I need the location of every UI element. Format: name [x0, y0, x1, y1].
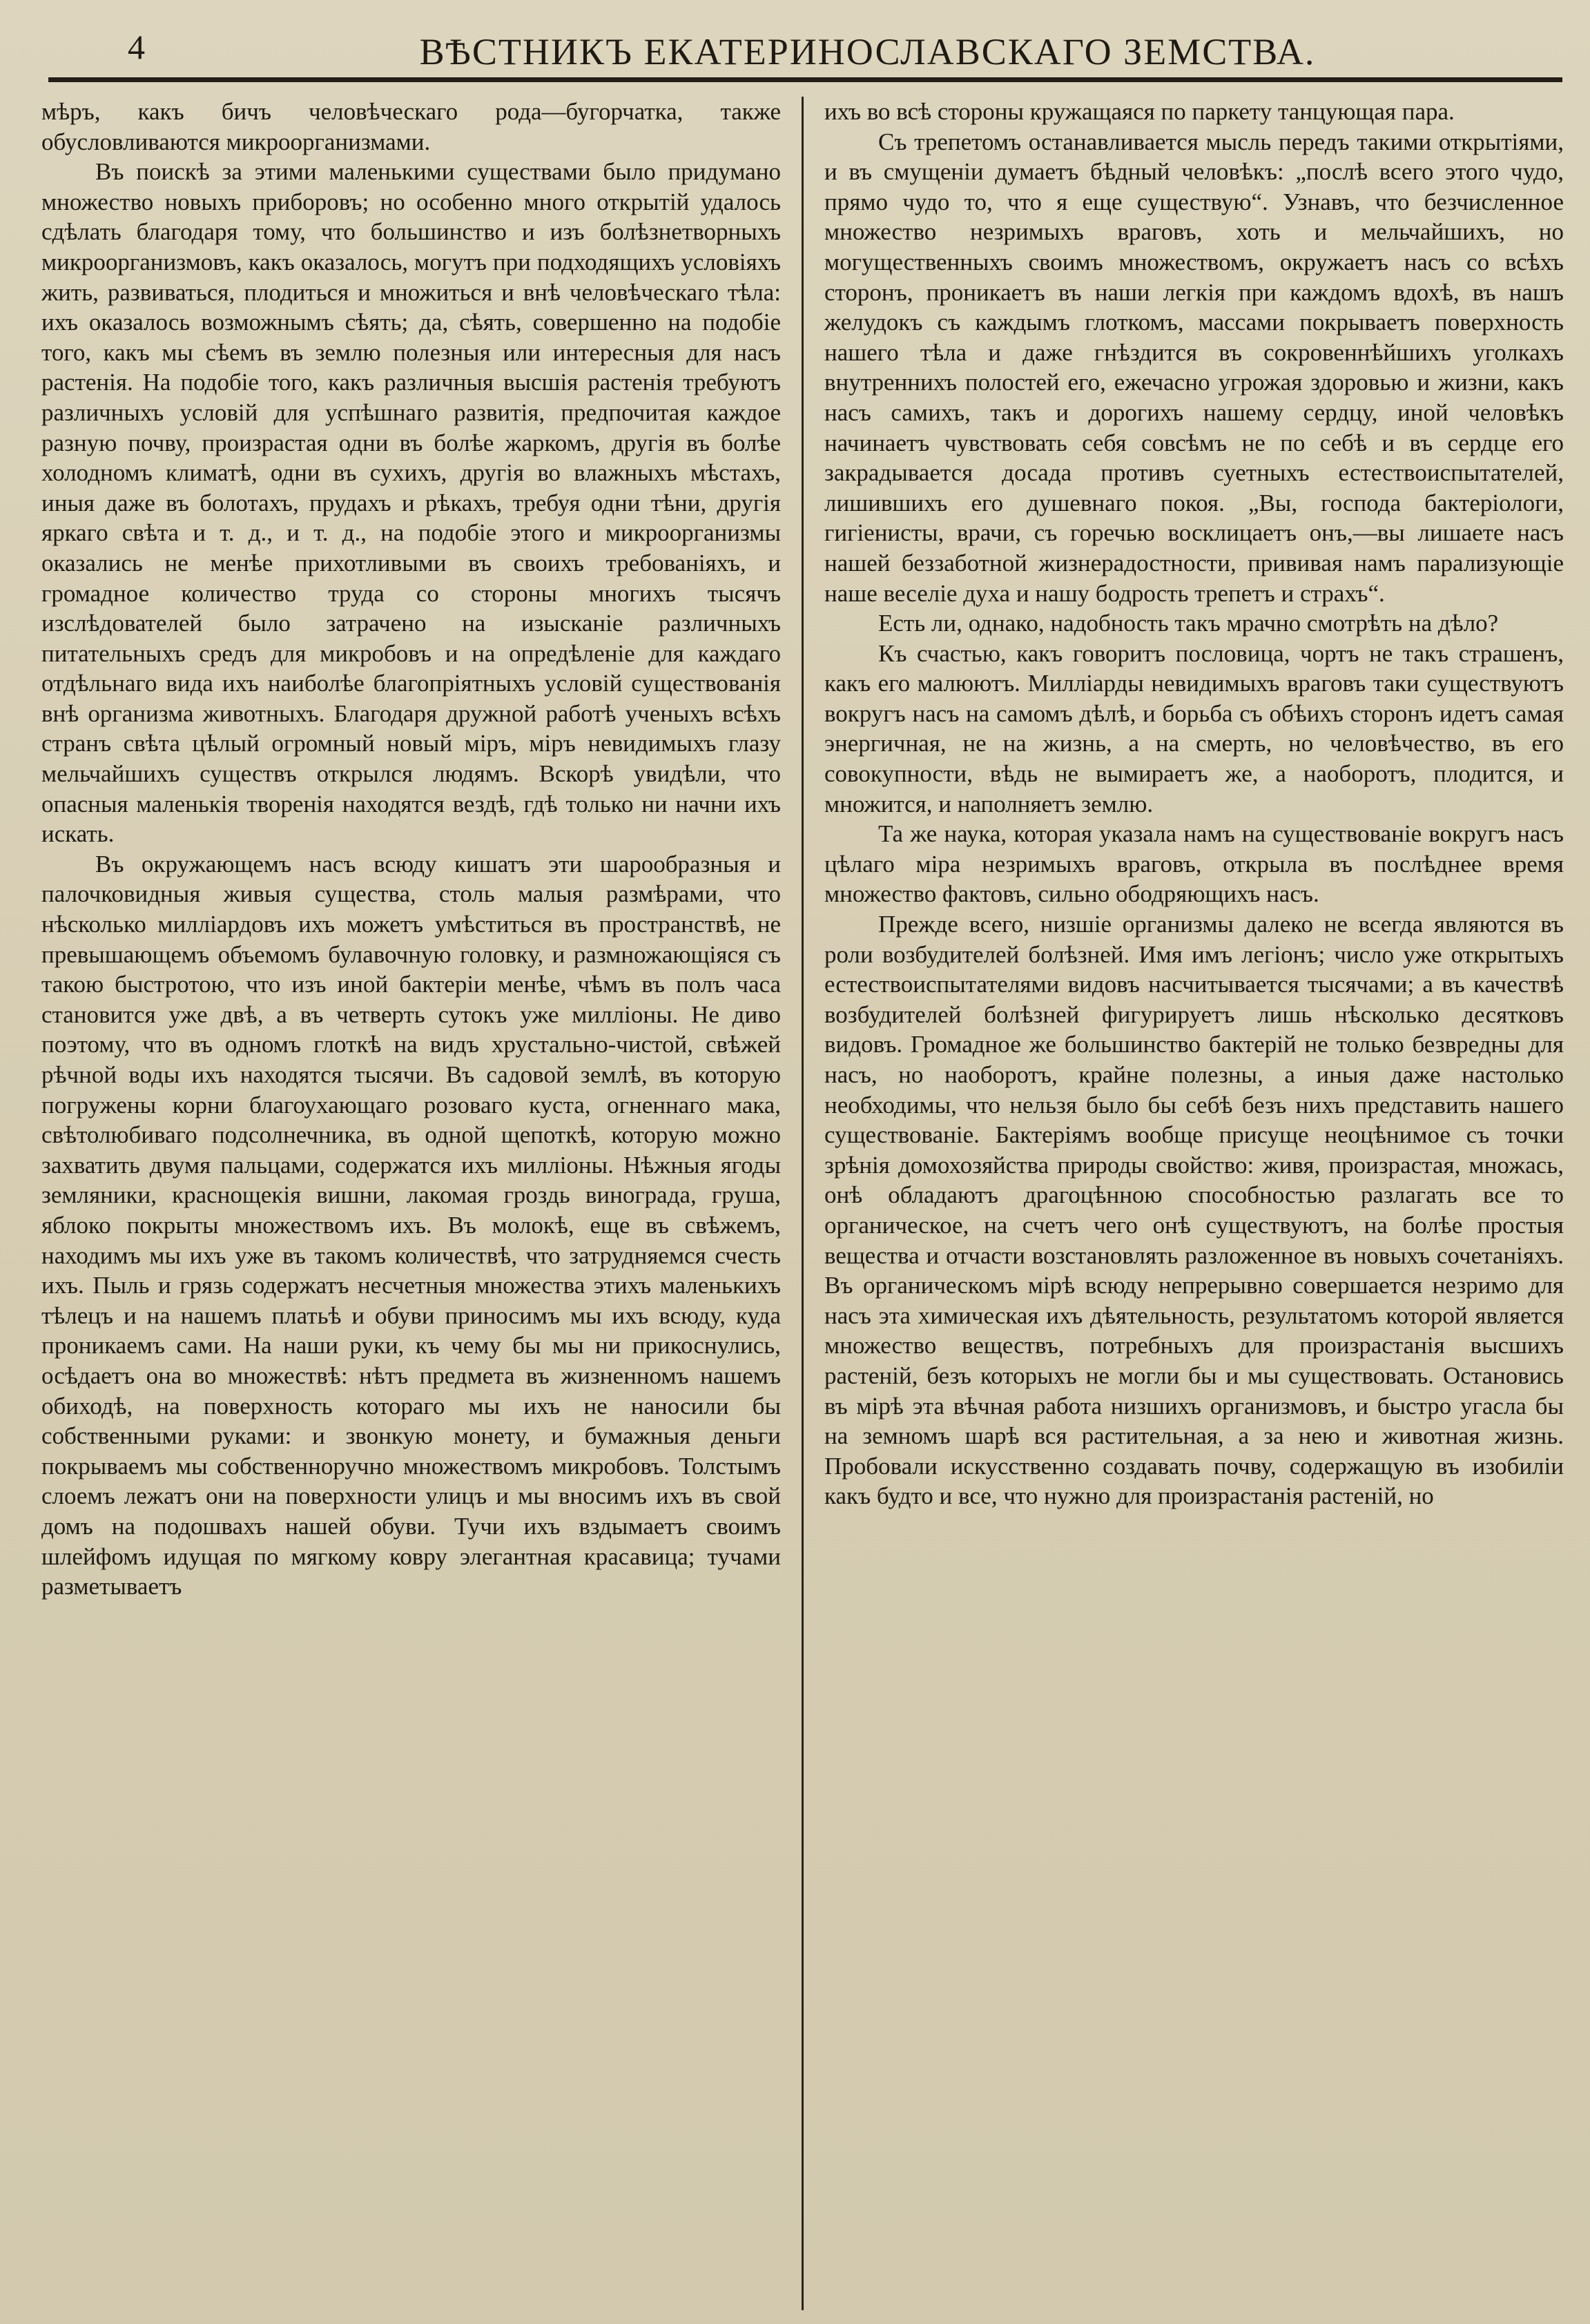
- header-rule: [48, 77, 1562, 82]
- paragraph: Та же наука, которая указала намъ на существованіе вокругъ насъ цѣлаго міра незримыхъ враговъ, открыла въ послѣднее время множество фактовъ, сильно ободряющихъ насъ.: [824, 820, 1564, 908]
- paragraph: Къ счастью, какъ говоритъ пословица, чортъ не такъ страшенъ, какъ его малюютъ. Милліарды невидимыхъ враговъ таки существуютъ вокругъ насъ на самомъ дѣлѣ, и борьба съ обѣихъ сторонъ идетъ самая энергичная, не на жизнь, а на смерть, но человѣчество, въ его совокупности, вѣдь не вымираетъ же, а наоборотъ, плодится, и множится, и наполняетъ землю.: [824, 639, 1564, 817]
- left-column: [41, 97, 802, 2310]
- paragraph: Въ поискѣ за этими маленькими существами было придумано множество новыхъ приборовъ; но особенно много открытій удалось сдѣлать благодаря тому, что большинство и изъ болѣзнетворныхъ микроорганизмовъ, какъ оказалось, могутъ при подходящихъ условіяхъ жить, развиваться, плодиться и множиться и внѣ человѣческаго тѣла: ихъ оказалось возможнымъ сѣять; да, сѣять, совершенно на подобіе того, какъ мы сѣемъ въ землю полезныя или интересныя для насъ растенія. На подобіе того, какъ различныя высшія растенія требуютъ различныхъ условій для успѣшнаго развитія, предпочитая каждое разную почву, произрастая одни въ болѣе жаркомъ, другія въ болѣе холодномъ климатѣ, одни въ сухихъ, другія во влажныхъ мѣстахъ, иныя даже въ болотахъ, прудахъ и рѣкахъ, требуя одни тѣни, другія яркаго свѣта и т. д., и т. д., на подобіе этого и микроорганизмы оказались не менѣе прихотливыми въ своихъ требованіяхъ, и громадное количество труда со стороны многихъ тысячъ изслѣдователей было затрачено на изысканіе различныхъ питательныхъ средъ для микробовъ и на опредѣленіе для каждаго отдѣльнаго вида ихъ наиболѣе благопріятныхъ условій существованія внѣ организма животныхъ. Благодаря дружной работѣ ученыхъ всѣхъ странъ свѣта цѣлый огромный новый міръ, міръ невидимыхъ глазу мельчайшихъ существъ открылся людямъ. Вскорѣ увидѣли, что опасныя маленькія творенія находятся вездѣ, гдѣ только ни начни ихъ искать.: [41, 158, 781, 848]
- paragraph: Въ окружающемъ насъ всюду кишатъ эти шарообразныя и палочковидныя живыя существа, столь малыя размѣрами, что нѣсколько милліардовъ ихъ можетъ умѣститься въ пространствѣ, не превышающемъ объемомъ булавочную головку, и размножающіяся съ такою быстротою, что изъ иной бактеріи менѣе, чѣмъ въ полъ часа становится уже двѣ, а въ четверть сутокъ уже милліоны. Не диво поэтому, что въ одномъ глоткѣ на видъ хрустально-чистой, свѣжей рѣчной воды ихъ находятся тысячи. Въ садовой землѣ, въ которую погружены корни благоухающаго розоваго куста, огненнаго мака, свѣтолюбиваго подсолнечника, въ одной щепоткѣ, которую можно захватить двумя пальцами, содержатся ихъ милліоны. Нѣжныя ягоды земляники, краснощекія вишни, лакомая гроздь винограда, груша, яблоко покрыты множествомъ ихъ. Въ молокѣ, еще въ свѣжемъ, находимъ мы ихъ уже въ такомъ количествѣ, что затрудняемся счесть ихъ. Пыль и грязь содержатъ несчетныя множества этихъ маленькихъ тѣлецъ и на нашемъ платьѣ и обуви приносимъ мы ихъ всюду, куда проникаемъ сами. На наши руки, къ чему бы мы ни прикоснулись, осѣдаетъ она во множествѣ: нѣтъ предмета въ жизненномъ нашемъ обиходѣ, на поверхность котораго мы ихъ не наносили бы собственными руками: и звонкую монету, и бумажныя деньги покрываемъ мы собственноручно множествомъ микробовъ. Толстымъ слоемъ лежатъ они на поверхности улицъ и мы вносимъ ихъ въ свой домъ на подошвахъ нашей обуви. Тучи ихъ вздымаетъ своимъ шлейфомъ идущая по мягкому ковру элегантная красавица; тучами разметываетъ: [41, 850, 781, 1600]
- page-header: [48, 21, 1562, 84]
- paragraph: ихъ во всѣ стороны кружащаяся по паркету танцующая пара.: [824, 98, 1455, 125]
- paragraph: Прежде всего, низшіе организмы далеко не всегда являются въ роли возбудителей болѣзней. Имя имъ легіонъ; число уже открытыхъ естествоиспытателями видовъ насчитывается тысячами; а въ качествѣ возбудителей болѣзней фигурируетъ лишь нѣсколько десятковъ видовъ. Громадное же большинство бактерій не только безвредны для насъ, но наоборотъ, крайне полезны, а иныя даже настолько необходимы, что нельзя было бы себѣ безъ нихъ представить нашего существованіе. Бактеріямъ вообще присуще неоцѣнимое съ точки зрѣнія домохозяйства природы свойство: живя, произрастая, множась, онѣ обладаютъ драгоцѣнною способностью разлагать все то органическое, на счетъ чего онѣ существуютъ, на болѣе простыя вещества и отчасти возстановлять разложенное въ новыхъ сочетаніяхъ. Въ органическомъ мірѣ всюду непрерывно совершается незримо для насъ эта химическая ихъ дѣятельность, результатомъ которой является множество веществъ, потребныхъ для произрастанія высшихъ растеній, безъ которыхъ не могли бы и мы существовать. Остановись въ мірѣ эта вѣчная работа низшихъ организмовъ, и быстро угасла бы на земномъ шарѣ вся растительная, а за нею и животная жизнь. Пробовали искусственно создавать почву, содержащую въ изобиліи какъ будто и все, что нужно для произрастанія растеній, но: [824, 911, 1564, 1510]
- paragraph: Есть ли, однако, надобность такъ мрачно смотрѣть на дѣло?: [878, 610, 1499, 637]
- page-number: 4: [128, 28, 145, 66]
- paragraph: мѣръ, какъ бичъ человѣческаго рода—бугорчатка, также обусловливаются микроорганизмами.: [41, 98, 781, 155]
- article-columns: [41, 97, 1564, 2310]
- right-column: [804, 97, 1564, 2310]
- paragraph: Съ трепетомъ останавливается мысль передъ такими открытіями, и въ смущеніи думаетъ бѣдный человѣкъ: „послѣ всего этого чудо, прямо чудо то, что я еще существую“. Узнавъ, что безчисленное множество незримыхъ враговъ, хоть и мельчайшихъ, но могущественныхъ своимъ множествомъ, окружаетъ насъ со всѣхъ сторонъ, проникаетъ въ наши легкія при каждомъ вдохѣ, въ нашъ желудокъ съ каждымъ глоткомъ, массами покрываетъ поверхность нашего тѣла и даже гнѣздится въ сокровеннѣйшихъ уголкахъ внутреннихъ полостей его, ежечасно угрожая здоровью и жизни, какъ насъ самихъ, такъ и дорогихъ нашему сердцу, иной человѣкъ начинаетъ чувствовать себя совсѣмъ не по себѣ и въ сердце его закрадывается досада противъ суетныхъ естествоиспытателей, лишившихъ его душевнаго покоя. „Вы, господа бактеріологи, гигіенисты, врачи, съ горечью восклицаетъ онъ,—вы лишаете насъ нашей беззаботной жизнерадостности, прививая намъ парализующіе наше веселіе духа и нашу бодрость трепетъ и страхъ“.: [824, 128, 1564, 607]
- masthead-title: ВѢСТНИКЪ ЕКАТЕРИНОСЛАВСКАГО ЗЕМСТВА.: [419, 31, 1316, 72]
